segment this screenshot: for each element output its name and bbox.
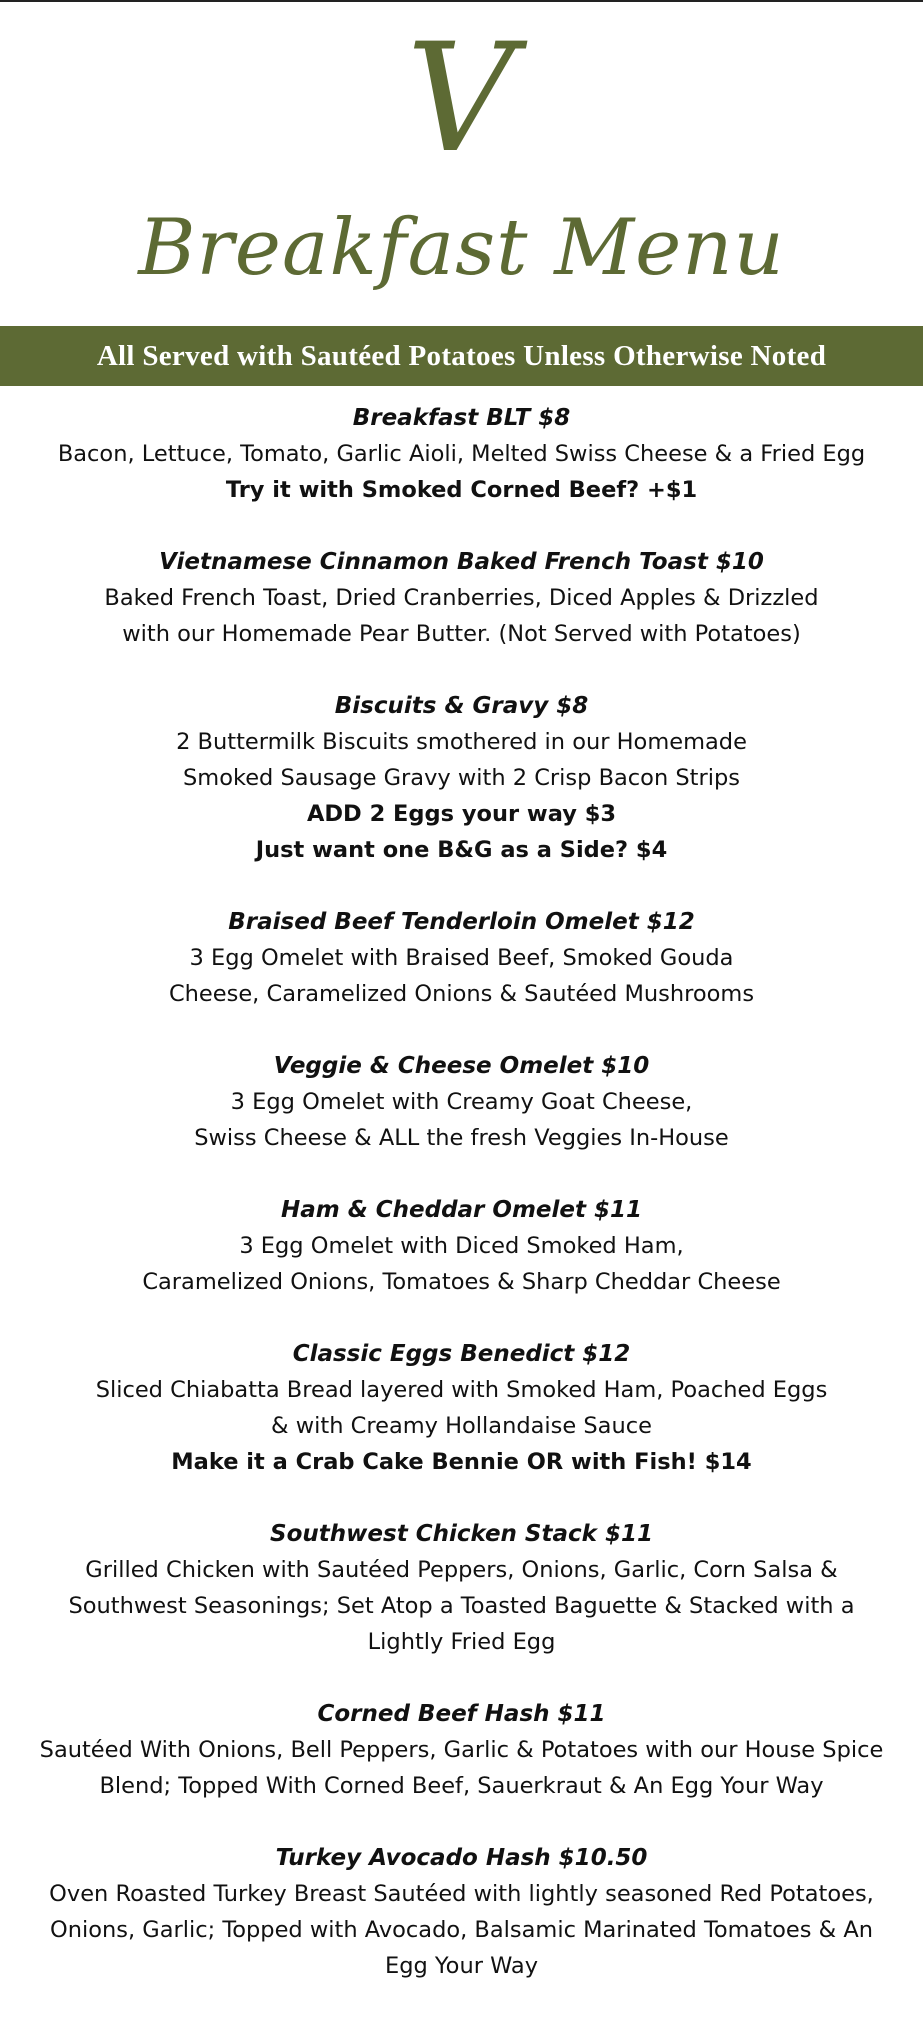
menu-item-description: Blend; Topped With Corned Beef, Sauerkraut & An Egg Your Way [99,1773,824,1799]
menu-item [0,904,923,1012]
logo-monogram: V [406,12,517,186]
menu-item [0,544,923,652]
menu-item-description: Southwest Seasonings; Set Atop a Toasted Baguette & Stacked with a [68,1593,855,1619]
menu-item [0,1516,923,1660]
menu-item-description: Sautéed With Onions, Bell Peppers, Garlic & Potatoes with our House Spice [39,1737,884,1763]
menu-item [0,1696,923,1804]
menu-item-title: Classic Eggs Benedict $12 [292,1341,631,1367]
menu-item [0,1192,923,1300]
menu-item-description: Sliced Chiabatta Bread layered with Smoked Ham, Poached Eggs [95,1377,828,1403]
menu-item-description: Onions, Garlic; Topped with Avocado, Balsamic Marinated Tomatoes & An [49,1917,873,1943]
menu-item-title: Turkey Avocado Hash $10.50 [275,1845,648,1871]
menu-item-title: Ham & Cheddar Omelet $11 [280,1197,643,1223]
menu-item-description: Bacon, Lettuce, Tomato, Garlic Aioli, Melted Swiss Cheese & a Fried Egg [57,441,866,467]
top-border-rule [0,0,923,2]
menu-item [0,1840,923,1984]
menu-item-title: Biscuits & Gravy $8 [334,693,589,719]
menu-item-description: 2 Buttermilk Biscuits smothered in our Homemade [176,729,747,755]
menu-item [0,688,923,868]
menu-item-title: Corned Beef Hash $11 [317,1701,606,1727]
menu-title: Breakfast Menu [138,203,785,293]
menu-item-description: 3 Egg Omelet with Creamy Goat Cheese, [230,1089,693,1115]
menu-item-description: with our Homemade Pear Butter. (Not Served with Potatoes) [122,621,801,647]
menu-item-description: Oven Roasted Turkey Breast Sautéed with lightly seasoned Red Potatoes, [49,1881,874,1907]
menu-item-description: Grilled Chicken with Sautéed Peppers, Onions, Garlic, Corn Salsa & [85,1557,838,1583]
menu-item-title: Veggie & Cheese Omelet $10 [273,1053,650,1079]
menu-item-addon-note: Just want one B&G as a Side? $4 [255,837,668,863]
menu-item-description: Swiss Cheese & ALL the fresh Veggies In-House [194,1125,729,1151]
menu-item-description: Cheese, Caramelized Onions & Sautéed Mushrooms [168,981,755,1007]
menu-item-description: Baked French Toast, Dried Cranberries, Diced Apples & Drizzled [104,585,819,611]
menu-item-addon-note: ADD 2 Eggs your way $3 [306,801,617,827]
menu-items-list [0,400,923,2020]
menu-item-description: Egg Your Way [384,1953,539,1979]
potatoes-banner [0,326,923,386]
banner-text: All Served with Sautéed Potatoes Unless Otherwise Noted [96,339,827,372]
menu-item-addon-note: Try it with Smoked Corned Beef? +$1 [225,477,698,503]
menu-item-title: Southwest Chicken Stack $11 [270,1521,653,1547]
menu-item-title: Breakfast BLT $8 [352,405,571,431]
menu-item-description: Lightly Fried Egg [367,1629,556,1655]
menu-item [0,400,923,508]
menu-item-description: & with Creamy Hollandaise Sauce [271,1413,652,1439]
menu-item-description: 3 Egg Omelet with Diced Smoked Ham, [239,1233,684,1259]
menu-item-description: Caramelized Onions, Tomatoes & Sharp Cheddar Cheese [142,1269,781,1295]
menu-item-description: 3 Egg Omelet with Braised Beef, Smoked Gouda [189,945,734,971]
menu-item-title: Braised Beef Tenderloin Omelet $12 [228,909,695,935]
menu-item-title: Vietnamese Cinnamon Baked French Toast $10 [159,549,764,575]
menu-item [0,1336,923,1480]
menu-item-description: Smoked Sausage Gravy with 2 Crisp Bacon Strips [183,765,740,791]
menu-item [0,1048,923,1156]
menu-item-addon-note: Make it a Crab Cake Bennie OR with Fish! $14 [171,1449,752,1475]
